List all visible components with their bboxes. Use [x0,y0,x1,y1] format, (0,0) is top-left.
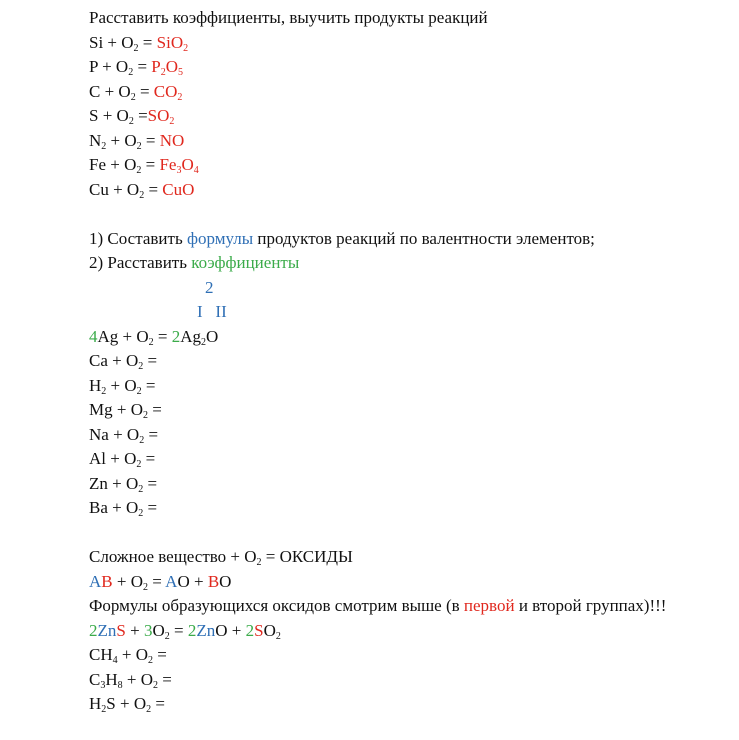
spacer [89,202,729,227]
product: $SO_2$ [147,106,175,127]
reaction-si: $Si + O_2 = SiO_2$ [89,32,189,54]
exercise-al: $Al + O_2$ = [89,449,156,470]
product: $P_2O_5$ [151,57,184,78]
note: Формулы образующихся оксидов смотрим выше (в первой и второй группах)!!! [89,596,667,615]
exercise-ch4: $CH_4 + O_2$ = [89,645,167,666]
product: $CO_2$ [153,81,183,103]
reaction-n: $N_2 + O_2$ = NO [89,130,185,152]
exercise-ba: $Ba + O_2$ = [89,498,158,519]
exercise-ca: $Ca + O_2$ = [89,351,158,372]
product: CuO [162,179,195,199]
product: $Fe_3O_4$ [159,155,199,176]
exercise-zn: $Zn + O_2$ = [89,473,158,495]
exercise-mg: $Mg + O_2$ = [89,400,162,421]
annotation-number: 2 [205,277,214,297]
product: SiO$_2$ [156,32,189,54]
instruction-step-1: 1) Составить формулы продуктов реакций по валентности элементов; [89,228,595,248]
reaction-c: $C + O_2 = CO_2$ [89,81,183,103]
reaction-s: $S + O_2 =SO_2$ [89,106,175,127]
product: NO [159,130,185,150]
exercise-h2s: $H_2S + O_2$ = [89,694,165,715]
example-reaction-zns: $2ZnS + 3O_2 = 2ZnO + 2SO_2$ [89,620,281,642]
page-title: Расставить коэффициенты, выучить продукты реакций [89,8,488,27]
instruction-step-2: 2) Расставить коэффициенты [89,253,300,272]
example-reaction-ag: $4Ag + O_2 = 2Ag_2O$ [89,326,219,348]
worksheet [89,6,729,717]
reaction-cu: $Cu + O_2$ = CuO [89,179,195,201]
valence-annotation: I II [197,302,227,321]
spacer [89,521,729,546]
reaction-p: $P + O_2 = P_2O_5$ [89,57,184,78]
generic-reaction: AB + $O_2$ = AO + BO [89,571,232,593]
exercise-c3h8: $C_3H_8 + O_2$ = [89,669,172,691]
exercise-h: $H_2 + O_2$ = [89,375,156,397]
reaction-fe: $Fe + O_2 = Fe_3O_4$ [89,155,199,176]
oxides-header: Сложное вещество + $O_2$ = ОКСИДЫ [89,547,353,568]
exercise-na: $Na + O_2$ = [89,424,159,446]
